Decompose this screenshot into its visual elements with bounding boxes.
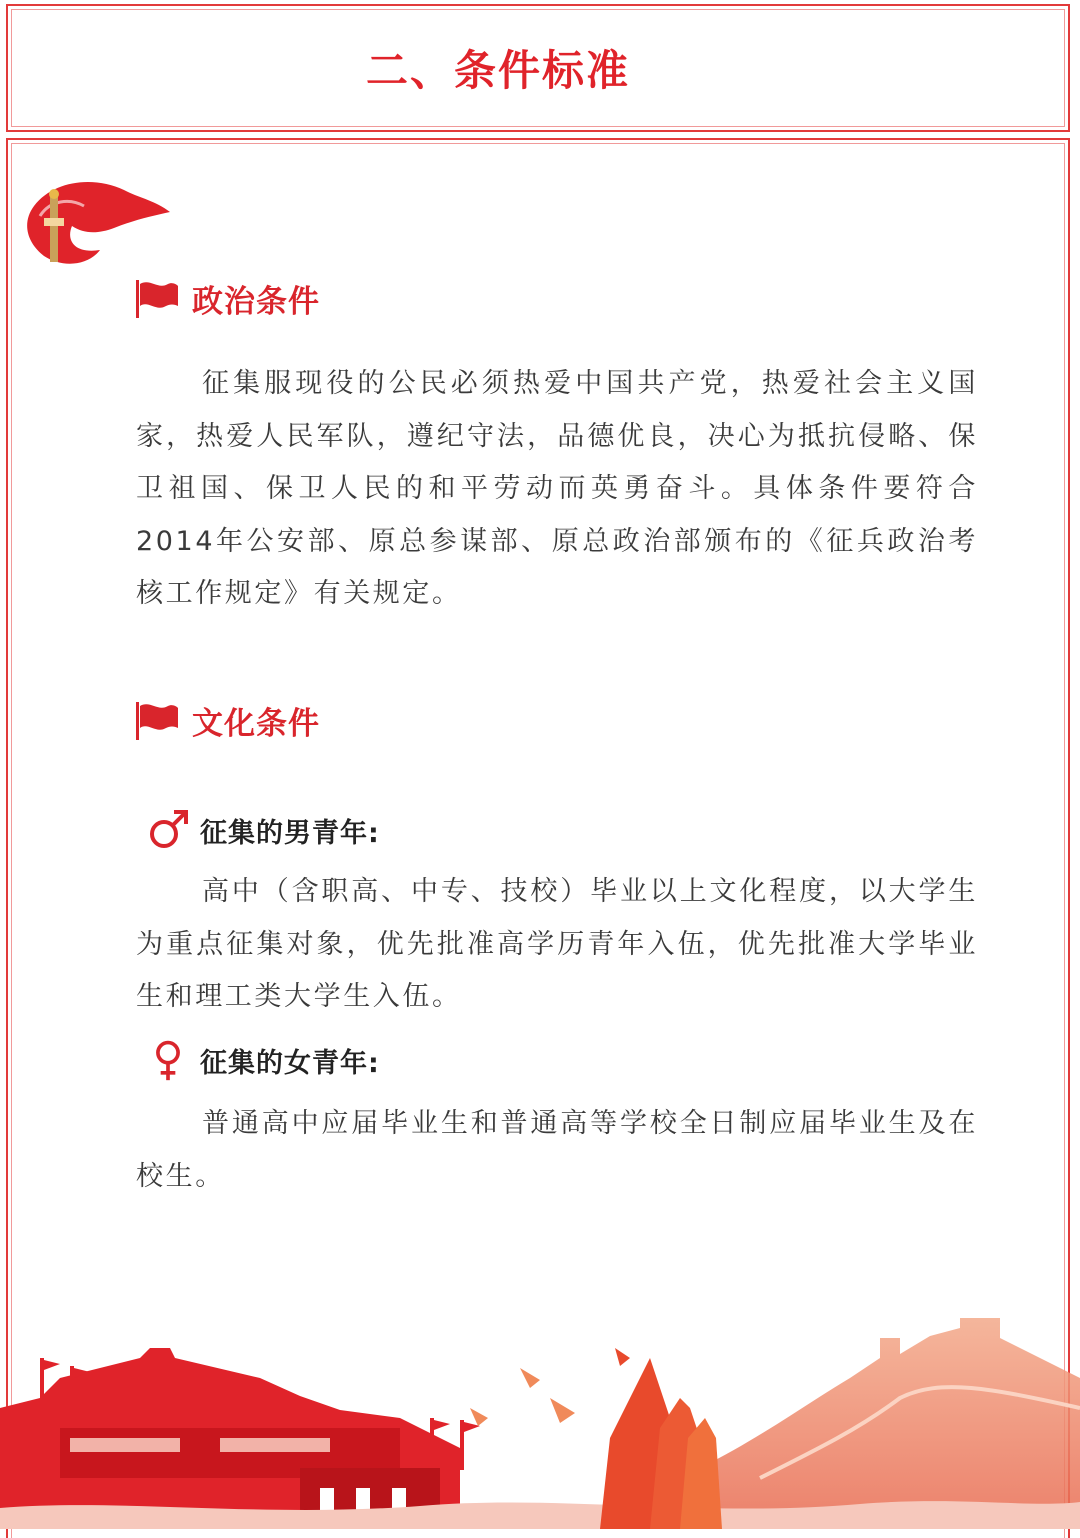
page-title: 二、条件标准 (365, 46, 630, 95)
male-heading (146, 808, 380, 852)
female-paragraph: 普通高中应届毕业生和普通高等学校全日制应届毕业生及在校生。 (136, 1108, 978, 1192)
female-heading (146, 1038, 380, 1082)
section-title-political: 政治条件 (192, 283, 320, 320)
female-heading-title: 征集的女青年: (200, 1047, 380, 1079)
section-heading-political (134, 276, 320, 320)
waving-flag-icon (134, 698, 180, 742)
female-symbol-icon (146, 1038, 190, 1082)
footer-landmark-illustration (0, 1318, 1080, 1529)
section-heading-cultural (134, 698, 320, 742)
male-heading-title: 征集的男青年: (200, 817, 380, 849)
waving-flag-icon (134, 276, 180, 320)
red-flag-ribbon-icon (14, 176, 174, 268)
political-paragraph: 征集服现役的公民必须热爱中国共产党，热爱社会主义国家，热爱人民军队，遵纪守法，品德优良，决心为抵抗侵略、保卫祖国、保卫人民的和平劳动而英勇奋斗。具体条件要符合2014年公安部、原总参谋部、原总政治部颁布的《征兵政治考核工作规定》有关规定。 (136, 368, 978, 609)
male-paragraph: 高中（含职高、中专、技校）毕业以上文化程度，以大学生为重点征集对象，优先批准高学历青年入伍，优先批准大学毕业生和理工类大学生入伍。 (136, 876, 978, 1012)
section-title-cultural: 文化条件 (192, 705, 320, 742)
male-symbol-icon (146, 808, 190, 852)
